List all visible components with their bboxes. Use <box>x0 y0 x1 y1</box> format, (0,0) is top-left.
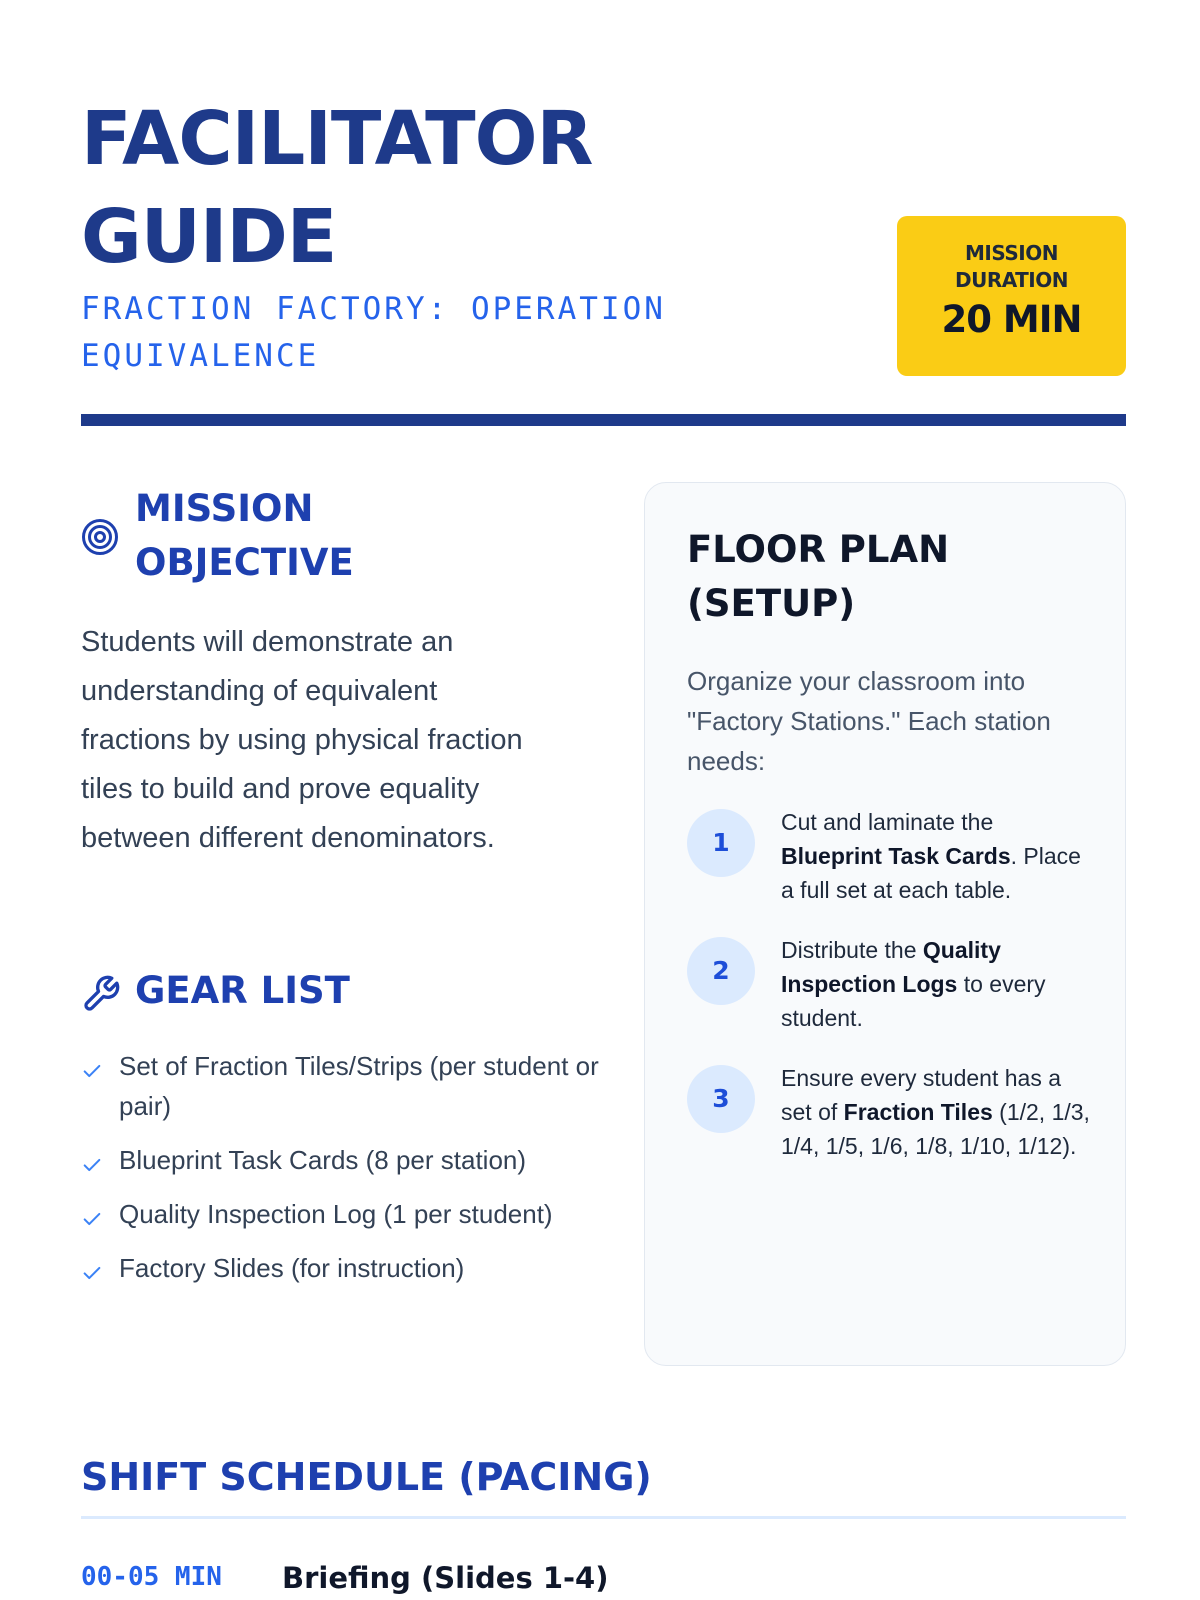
mission-duration-badge <box>897 216 1126 376</box>
mission-objective-heading <box>81 482 621 592</box>
check-icon <box>81 1262 103 1284</box>
shift-schedule-title: SHIFT SCHEDULE (PACING) <box>81 1455 652 1499</box>
gear-list <box>81 1046 601 1302</box>
page-subtitle-line2: EQUIVALENCE <box>81 338 320 374</box>
gear-list-heading <box>81 964 621 1024</box>
floor-plan-title-line2: (SETUP) <box>687 582 856 625</box>
page-title <box>81 90 781 286</box>
setup-steps <box>687 805 1097 1189</box>
gear-list-item <box>81 1140 601 1180</box>
check-icon <box>81 1208 103 1230</box>
setup-step <box>687 805 1097 907</box>
page-title-line2: GUIDE <box>81 194 337 280</box>
page-header <box>81 90 1126 420</box>
step-text-bold: Quality Inspection Logs <box>781 937 1001 997</box>
step-text-post: (1/2, 1/3, 1/4, 1/5, 1/6, 1/8, 1/10, 1/12). <box>781 1099 1090 1159</box>
step-text-pre: Ensure every student has a set of <box>781 1065 1061 1125</box>
gear-list-item-text: Blueprint Task Cards (8 per station) <box>119 1145 527 1175</box>
header-divider <box>81 414 1126 426</box>
mission-objective-title <box>135 482 354 590</box>
mission-duration-label-line1: MISSION <box>965 241 1058 265</box>
setup-step <box>687 933 1097 1035</box>
mission-objective-title-line1: MISSION <box>135 487 314 530</box>
check-icon <box>81 1154 103 1176</box>
mission-objective-title-line2: OBJECTIVE <box>135 541 354 584</box>
check-icon <box>81 1060 103 1082</box>
gear-list-item-text: Factory Slides (for instruction) <box>119 1253 465 1283</box>
step-number: 3 <box>687 1065 755 1133</box>
page-subtitle-line1: FRACTION FACTORY: OPERATION <box>81 291 666 327</box>
step-text-post: . Place a full set at each table. <box>781 843 1081 903</box>
page-subtitle <box>81 286 801 380</box>
schedule-activity: Briefing (Slides 1-4) <box>282 1561 609 1595</box>
mission-duration-label-line2: DURATION <box>955 268 1068 292</box>
floor-plan-intro: Organize your classroom into "Factory Stations." Each station needs: <box>687 666 1051 776</box>
floor-plan-title <box>687 523 1087 631</box>
step-text-pre: Distribute the <box>781 937 923 963</box>
schedule-row <box>81 1556 1126 1600</box>
gear-list-item-text: Set of Fraction Tiles/Strips (per student or pair) <box>119 1051 599 1121</box>
step-text-pre: Cut and laminate the <box>781 809 994 835</box>
step-text-bold: Blueprint Task Cards <box>781 843 1011 869</box>
page-title-line1: FACILITATOR <box>81 96 593 182</box>
schedule-time: 00-05 MIN <box>81 1562 222 1592</box>
target-icon <box>81 518 119 556</box>
gear-list-item <box>81 1194 601 1234</box>
mission-duration-label <box>897 240 1126 294</box>
step-number: 2 <box>687 937 755 1005</box>
gear-list-item <box>81 1248 601 1288</box>
gear-list-item <box>81 1046 601 1126</box>
gear-list-title: GEAR LIST <box>135 969 350 1012</box>
floor-plan-card <box>644 482 1126 1366</box>
step-number: 1 <box>687 809 755 877</box>
setup-step <box>687 1061 1097 1163</box>
wrench-icon <box>81 974 121 1014</box>
floor-plan-title-line1: FLOOR PLAN <box>687 528 950 571</box>
step-text-post: to every student. <box>781 971 1046 1031</box>
step-text-bold: Fraction Tiles <box>843 1099 993 1125</box>
schedule-divider <box>81 1516 1126 1519</box>
facilitator-guide-page <box>81 0 1126 1600</box>
mission-duration-value: 20 MIN <box>941 298 1082 341</box>
gear-list-item-text: Quality Inspection Log (1 per student) <box>119 1199 553 1229</box>
mission-objective-text: Students will demonstrate an understanding of equivalent fractions by using physical fraction tiles to build and prove equality between different denominators. <box>81 626 523 854</box>
